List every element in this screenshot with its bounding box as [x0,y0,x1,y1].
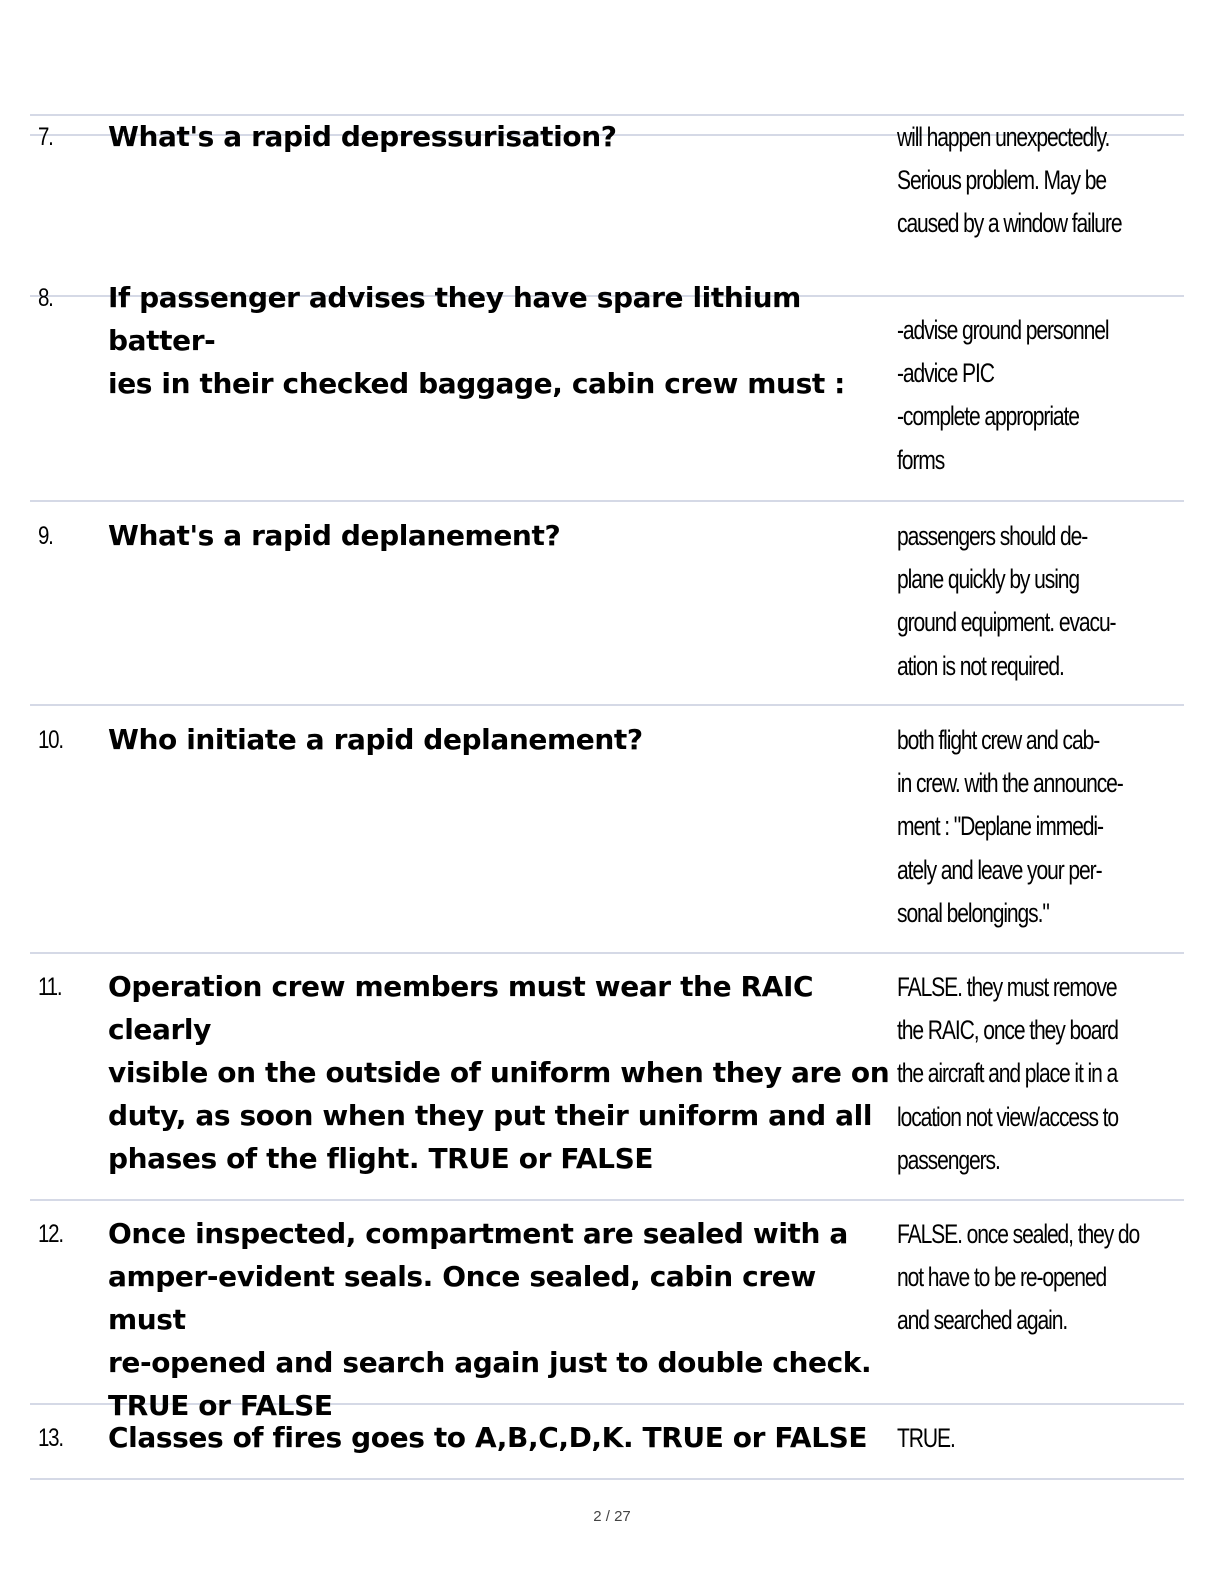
question-text: What's a rapid depressurisation? [108,120,617,153]
answer-text: passengers should de- plane quickly by using ground equipment. evacu- ation is not required. [897,521,1116,681]
question-text: Once inspected, compartment are sealed with a amper-evident seals. Once sealed, cabin crew must re-opened and search again just to double check. TRUE or FALSE [108,1217,872,1422]
divider [30,952,1184,954]
divider [30,1478,1184,1480]
question-text: What's a rapid deplanement? [108,519,561,552]
answer-text: both flight crew and cab- in crew. with the announce- ment : "Deplane immedi- ately and leave your per- sonal belongings." [897,725,1123,928]
item-number: 11. [38,973,62,1001]
question-text: Operation crew members must wear the RAIC clearly visible on the outside of uniform when they are on duty, as soon when they put their uniform and all phases of the flight. TRUE or FALSE [108,970,890,1175]
page-indicator: 2 / 27 [593,1508,631,1525]
answer-text: will happen unexpectedly. Serious problem. May be caused by a window failure [897,122,1122,239]
question-text: If passenger advises they have spare lithium batter- ies in their checked baggage, cabin crew must : [108,281,845,400]
divider [30,704,1184,706]
divider [30,1199,1184,1201]
divider [30,500,1184,502]
item-number: 13. [38,1424,63,1452]
question-text: Who initiate a rapid deplanement? [108,723,643,756]
answer-text: TRUE. [897,1423,955,1453]
question-text: Classes of fires goes to A,B,C,D,K. TRUE or FALSE [108,1421,868,1454]
item-number: 7. [38,123,53,151]
answer-text: FALSE. they must remove the RAIC, once they board the aircraft and place it in a location not view/access to passengers. [897,972,1119,1175]
item-number: 12. [38,1220,63,1248]
answer-text: -advise ground personnel -advice PIC -complete appropriate forms [897,315,1109,475]
item-number: 8. [38,284,53,312]
item-number: 10. [38,726,63,754]
answer-text: FALSE. once sealed, they do not have to be re-opened and searched again. [897,1219,1140,1336]
item-number: 9. [38,522,53,550]
